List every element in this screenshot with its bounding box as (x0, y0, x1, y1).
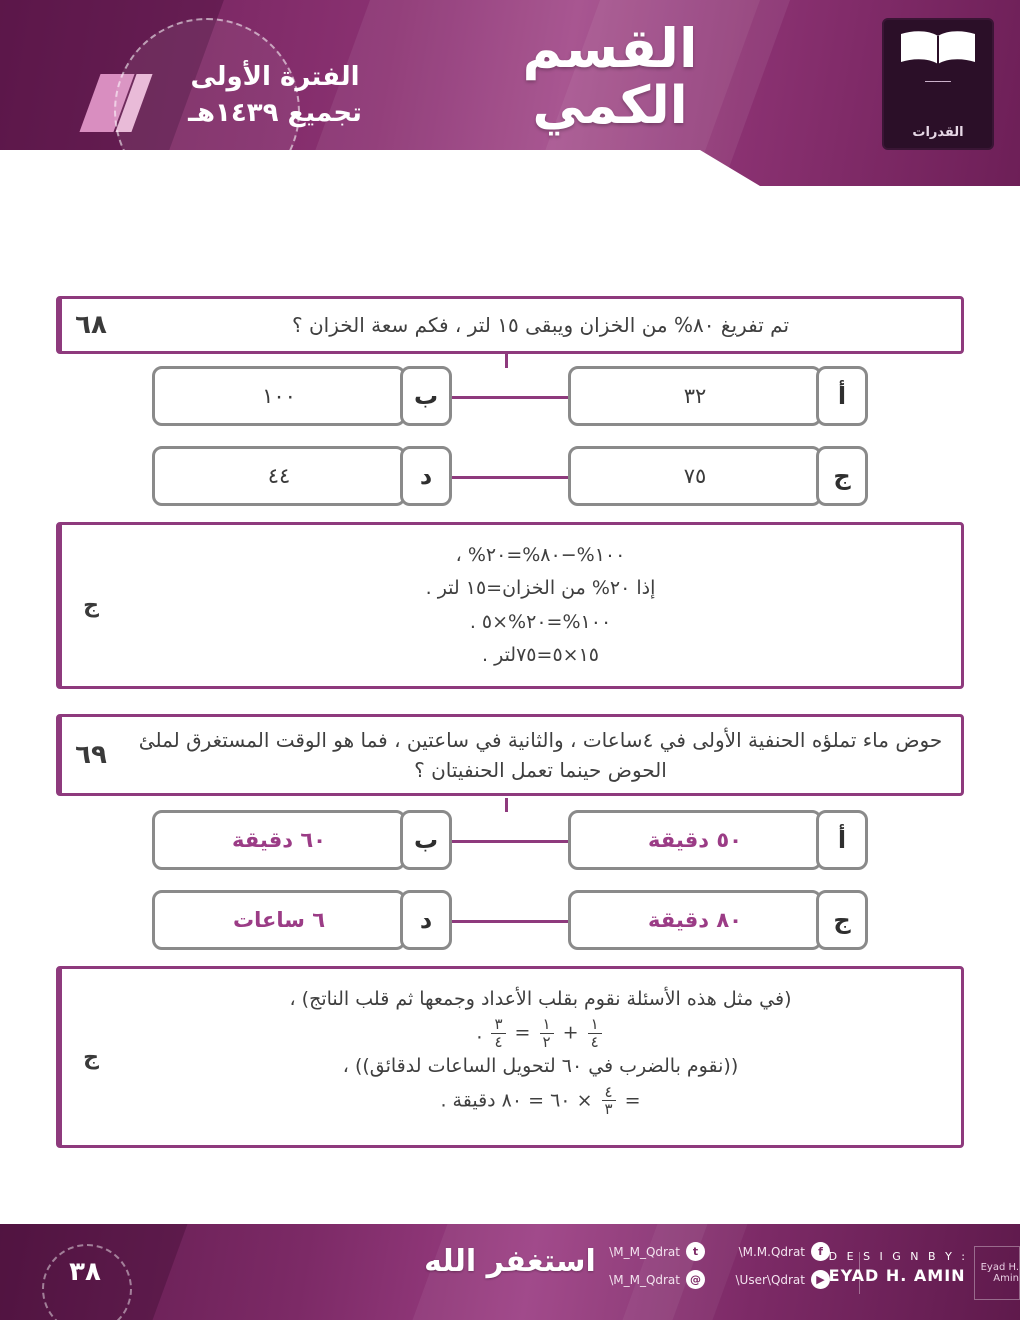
explanation-text (120, 969, 961, 1145)
designer-credit (829, 1250, 968, 1285)
designer-name: EYAD H. AMIN (828, 1266, 966, 1285)
option-c[interactable] (568, 446, 868, 500)
option-a-value: ٥٠ دقيقة (568, 810, 822, 870)
option-b[interactable] (152, 810, 452, 864)
options-row-1 (56, 366, 964, 428)
explanation-answer-letter: ج (59, 969, 120, 1145)
social-twitter[interactable] (590, 1242, 705, 1261)
option-b-letter: ب (400, 366, 452, 426)
header-subtitle-period: الفترة الأولى (190, 62, 360, 92)
logo-label: القدرات (912, 125, 964, 140)
page-header (0, 0, 1020, 186)
explanation-equation-1 (136, 1016, 945, 1050)
explanation-answer-letter: ج (59, 525, 120, 686)
option-d[interactable] (152, 446, 452, 500)
explanation-box (56, 522, 964, 689)
fraction-inverse: $\frac{٤}{٣}$ (602, 1084, 616, 1118)
question-number: ٦٨ (59, 299, 120, 351)
option-vertical-tick (505, 354, 508, 368)
option-a[interactable] (568, 810, 868, 864)
explanation-line: ١٠٠%=٢٠%×٥ . (469, 610, 612, 633)
explanation-line: (في مثل هذه الأسئلة نقوم بقلب الأعداد وجمعها ثم قلب الناتج) ، (289, 988, 792, 1010)
question-block-68 (56, 296, 964, 689)
social-row-2 (580, 1270, 830, 1289)
youtube-handle: \User\Qdrat (735, 1272, 805, 1287)
question-block-69 (56, 714, 964, 1148)
question-text: حوض ماء تملؤه الحنفية الأولى في ٤ساعات ، والثانية في ساعتين ، فما هو الوقت المستغرق لملئ الحوض حينما تعمل الحنفيتان ؟ (138, 728, 943, 782)
social-row-1 (580, 1242, 830, 1261)
option-c-value: ٧٥ (568, 446, 822, 506)
facebook-handle: \M.M.Qdrat (738, 1244, 805, 1259)
explanation-box (56, 966, 964, 1148)
option-d-value: ٤٤ (152, 446, 406, 506)
brand-logo (882, 18, 994, 150)
option-d-letter: د (400, 446, 452, 506)
footer-dua-text: استغفر الله (424, 1244, 596, 1279)
instagram-icon: @ (686, 1270, 705, 1289)
explanation-line: ١٥×٥=٧٥لتر . (482, 643, 599, 666)
option-a-letter: أ (816, 810, 868, 870)
explanation-line: ١٠٠%−٨٠%=٢٠% ، (455, 544, 626, 566)
plus-sign: + (562, 1021, 579, 1044)
options-row-2 (56, 890, 964, 952)
options-row-1 (56, 810, 964, 872)
times-sign: × (576, 1089, 593, 1111)
period-mark: . (440, 1089, 447, 1111)
social-links (580, 1242, 830, 1298)
option-b-value: ٦٠ دقيقة (152, 810, 406, 870)
twitter-handle: \M_M_Qdrat (609, 1244, 680, 1259)
question-text: تم تفريغ ٨٠% من الخزان ويبقى ١٥ لتر ، فكم سعة الخزان ؟ (291, 313, 790, 337)
fraction-result: $\frac{٣}{٤}$ (491, 1016, 505, 1050)
equals-sign: = (528, 1089, 545, 1111)
option-d-value: ٦ ساعات (152, 890, 406, 950)
page-title-line2: الكمي (532, 76, 688, 136)
page-number: ٣٨ (69, 1257, 101, 1287)
option-c-letter: ج (816, 890, 868, 950)
explanation-equation-2 (136, 1084, 945, 1118)
option-b-value: ١٠٠ (152, 366, 406, 426)
open-book-icon (895, 28, 981, 68)
option-c-value: ٨٠ دقيقة (568, 890, 822, 950)
option-c[interactable] (568, 890, 868, 944)
page-title-line1: القسم (522, 17, 698, 80)
explanation-line: إذا ٢٠% من الخزان=١٥ لتر . (425, 577, 656, 600)
final-result: ٨٠ دقيقة (452, 1089, 523, 1111)
option-a-letter: أ (816, 366, 868, 426)
instagram-handle: \M_M_Qdrat (609, 1272, 680, 1287)
option-c-letter: ج (816, 446, 868, 506)
option-b[interactable] (152, 366, 452, 420)
facebook-icon: f (811, 1242, 830, 1261)
multiplier: ٦٠ (550, 1089, 571, 1111)
header-bottom-wedge (0, 150, 760, 186)
options-row-2 (56, 446, 964, 508)
period-mark: . (476, 1021, 483, 1044)
page-number-badge (42, 1242, 128, 1302)
twitter-icon: t (686, 1242, 705, 1261)
fraction-right: $\frac{١}{٢}$ (540, 1016, 554, 1050)
option-a[interactable] (568, 366, 868, 420)
designer-signature: Eyad H. Amin (974, 1246, 1020, 1300)
option-b-letter: ب (400, 810, 452, 870)
question-header-row (56, 296, 964, 354)
option-a-value: ٣٢ (568, 366, 822, 426)
page-title (430, 17, 790, 136)
design-by-label: D E S I G N B Y : (828, 1250, 968, 1263)
youtube-icon: ▶ (811, 1270, 830, 1289)
explanation-line: ((نقوم بالضرب في ٦٠ لتحويل الساعات لدقائق)) ، (342, 1055, 739, 1078)
social-youtube[interactable] (715, 1270, 830, 1289)
question-header-row (56, 714, 964, 796)
social-facebook[interactable] (715, 1242, 830, 1261)
fraction-left: $\frac{١}{٤}$ (588, 1016, 602, 1050)
equals-sign: = (624, 1089, 641, 1111)
page-footer (0, 1224, 1020, 1320)
header-subtitle-year: تجميع ١٤٣٩هـ (188, 98, 362, 128)
social-instagram[interactable] (590, 1270, 705, 1289)
option-d[interactable] (152, 890, 452, 944)
logo-arabic-text: ــــــــ (925, 72, 951, 85)
question-number: ٦٩ (59, 717, 120, 793)
explanation-text (120, 525, 961, 686)
questions-sheet (0, 186, 1020, 1226)
option-d-letter: د (400, 890, 452, 950)
page-number-ring (42, 1244, 132, 1320)
option-vertical-tick (505, 798, 508, 812)
equals-sign: = (514, 1021, 531, 1044)
